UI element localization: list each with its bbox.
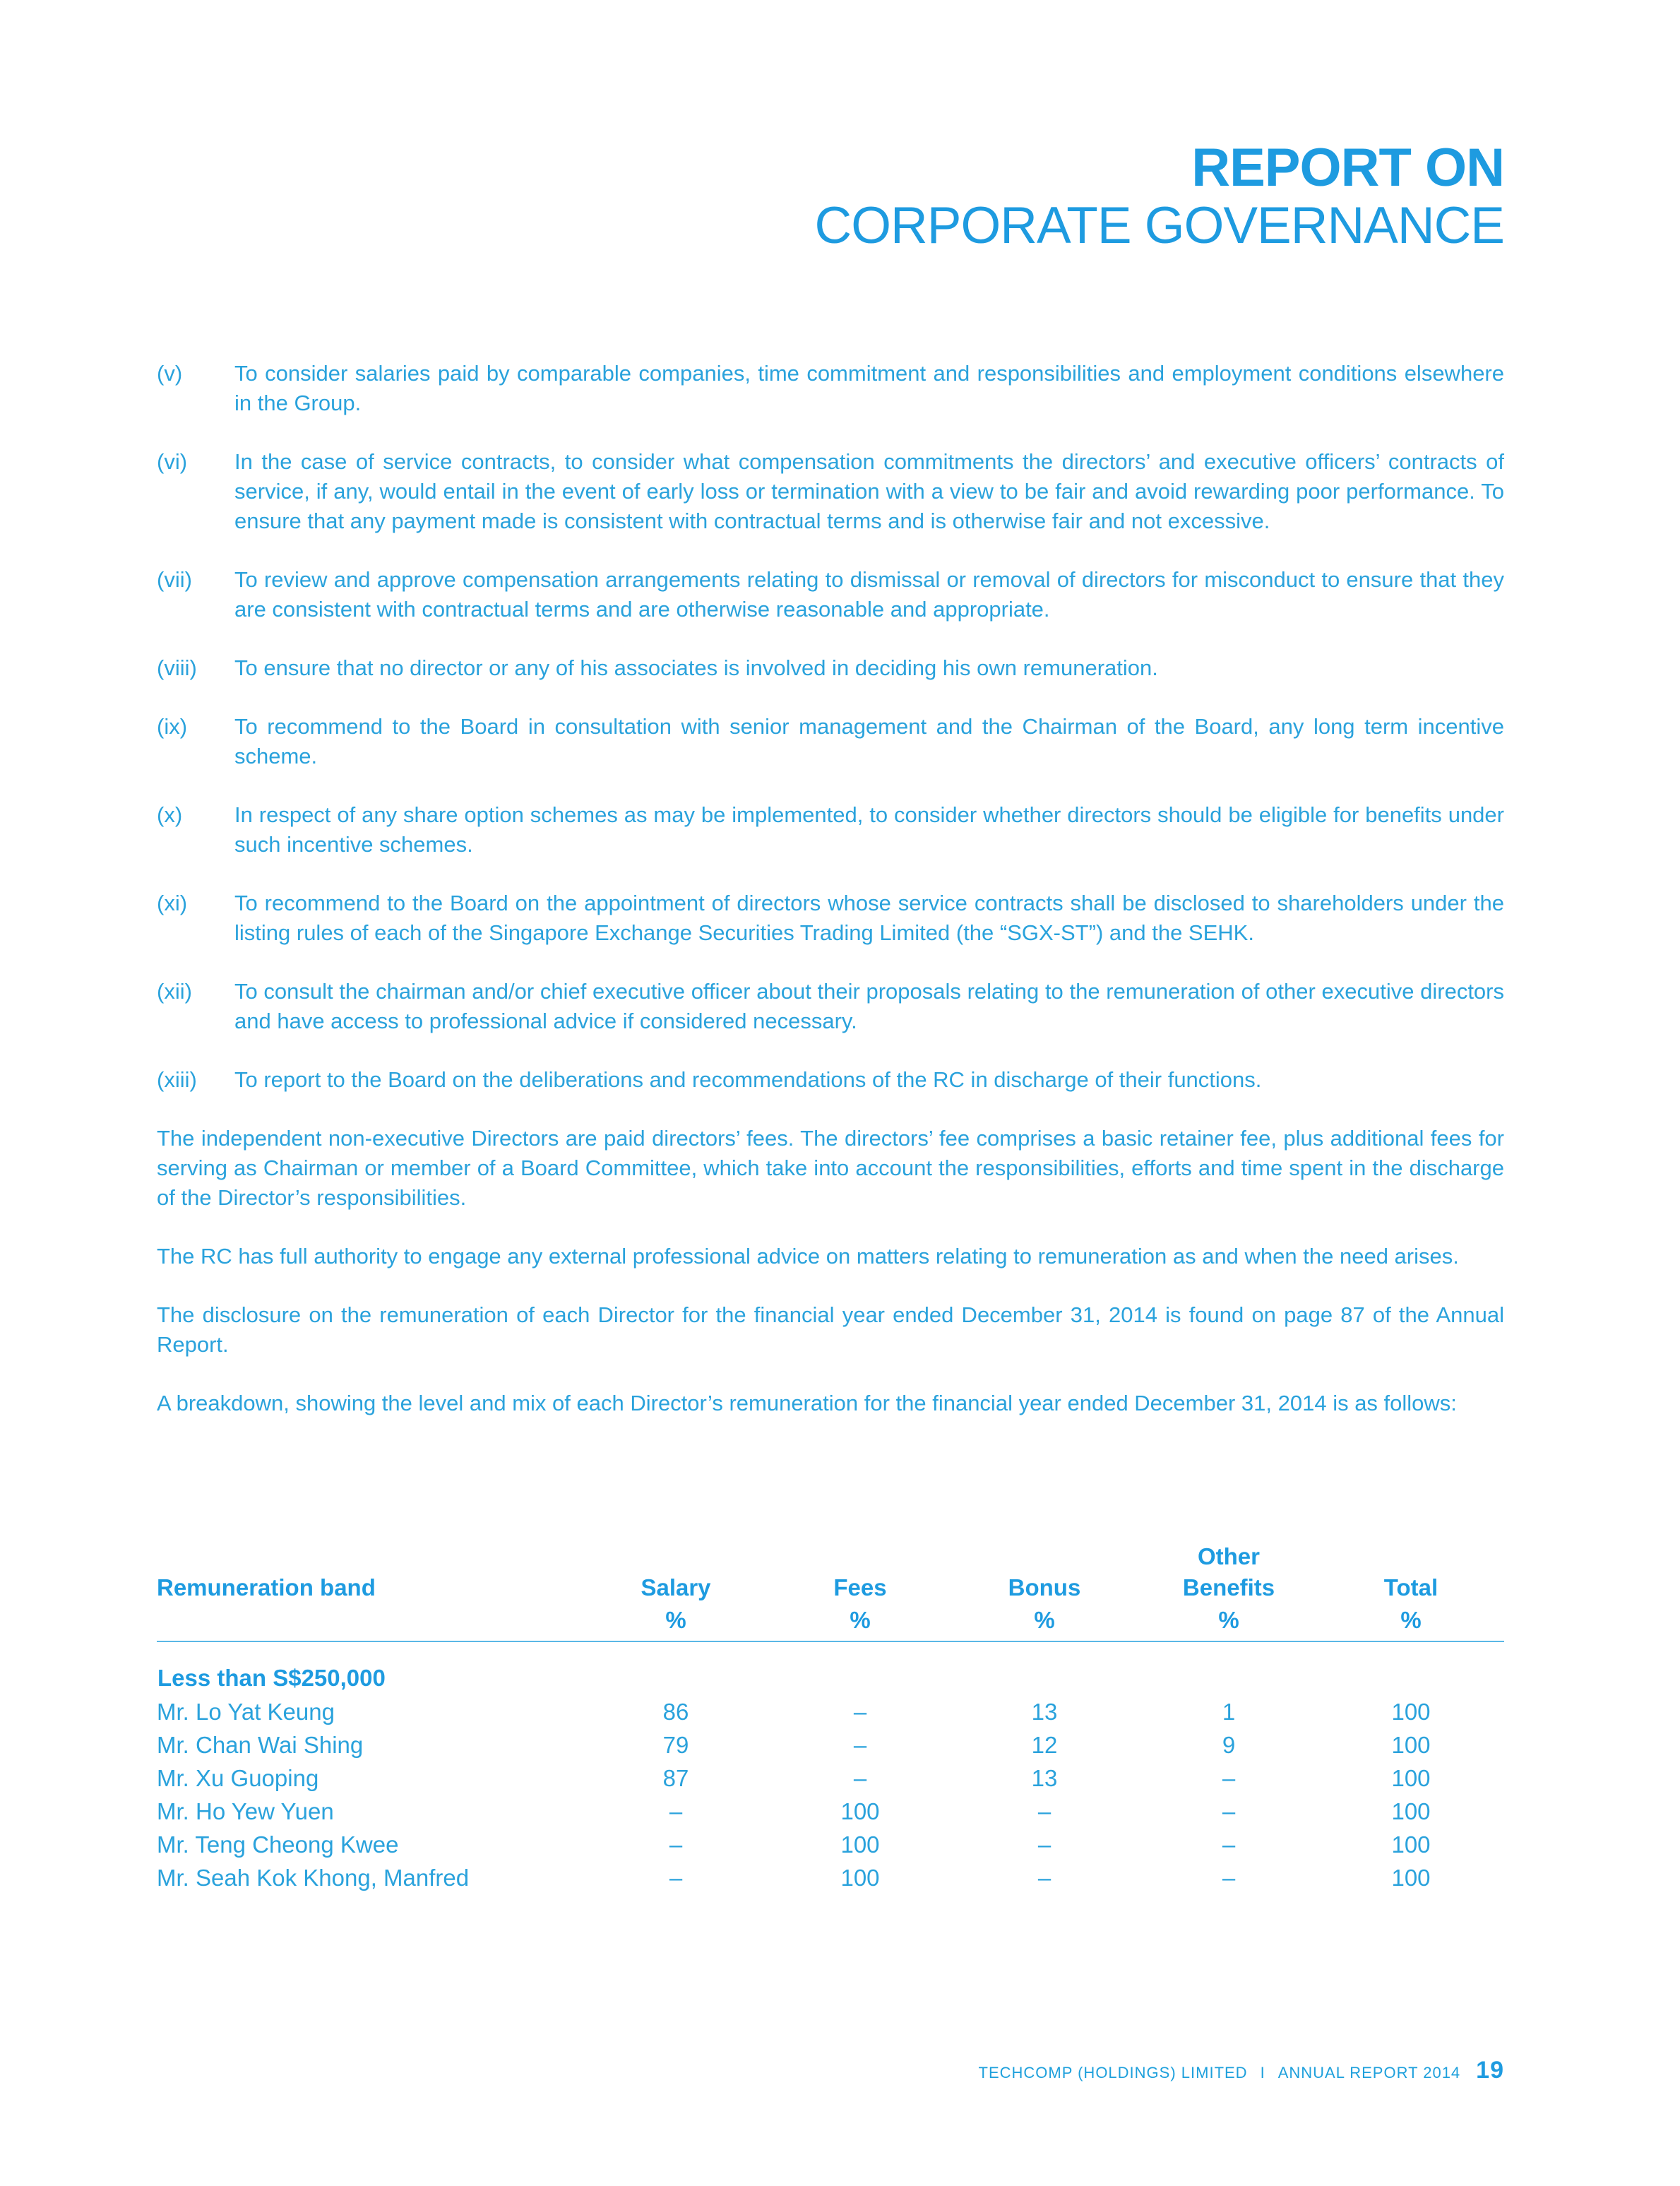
band-row <box>157 1641 1504 1695</box>
table-row <box>157 1695 1504 1728</box>
unit-other: % <box>1140 1603 1318 1641</box>
fees-value: 100 <box>840 1865 880 1891</box>
header-other-line1: Other <box>1197 1543 1260 1569</box>
paragraph-rc-authority: The RC has full authority to engage any external professional advice on matters relating to remuneration as and when the need arises. <box>157 1244 1459 1269</box>
other-value: – <box>1222 1798 1236 1824</box>
other-value: – <box>1222 1831 1236 1858</box>
list-item-number: (xi) <box>157 891 188 915</box>
director-name: Mr. Chan Wai Shing <box>157 1732 364 1758</box>
salary-value: – <box>669 1865 683 1891</box>
fees-value: 100 <box>840 1831 880 1858</box>
unit-salary: % <box>580 1603 771 1641</box>
table-row <box>157 1762 1504 1795</box>
other-value: – <box>1222 1865 1236 1891</box>
page-header <box>815 138 1504 254</box>
list-item-number: (xii) <box>157 979 192 1004</box>
bonus-value: – <box>1037 1831 1052 1858</box>
fees-value: – <box>853 1765 867 1791</box>
list-item-text: To report to the Board on the deliberations and recommendations of the RC in discharge of their functions. <box>234 1067 1262 1092</box>
list-item <box>157 712 1504 771</box>
unit-cell-empty <box>157 1603 580 1641</box>
header-total: Total <box>1383 1574 1438 1600</box>
body-content <box>157 359 1504 1447</box>
list-item-text: In respect of any share option schemes as may be implemented, to consider whether directors should be eligible for benefits under such incentive schemes. <box>234 802 1504 857</box>
unit-fees: % <box>771 1603 949 1641</box>
table-row <box>157 1828 1504 1861</box>
director-name: Mr. Seah Kok Khong, Manfred <box>157 1865 470 1891</box>
bonus-value: 13 <box>1031 1699 1058 1725</box>
bonus-value: – <box>1037 1798 1052 1824</box>
table-row <box>157 1795 1504 1828</box>
salary-value: – <box>669 1831 683 1858</box>
table-row <box>157 1861 1504 1894</box>
table-units-row <box>157 1603 1504 1641</box>
remuneration-table <box>157 1541 1504 1894</box>
list-item-text: To review and approve compensation arrangements relating to dismissal or removal of directors for misconduct to ensure that they are consistent with contractual terms and are otherwise reasonable and appropriate. <box>234 567 1504 622</box>
list-item <box>157 889 1504 948</box>
table-header-row <box>157 1541 1504 1603</box>
other-value: – <box>1222 1765 1236 1791</box>
band-label: Less than S$250,000 <box>157 1665 386 1691</box>
director-name: Mr. Ho Yew Yuen <box>157 1798 334 1824</box>
total-value: 100 <box>1391 1831 1431 1858</box>
paragraph-breakdown: A breakdown, showing the level and mix of each Director’s remuneration for the financial year ended December 31, 2014 is as follows: <box>157 1391 1457 1415</box>
total-value: 100 <box>1391 1732 1431 1758</box>
total-value: 100 <box>1391 1798 1431 1824</box>
list-item <box>157 1065 1504 1095</box>
list-item-text: To recommend to the Board in consultation with senior management and the Chairman of the Board, any long term incentive scheme. <box>234 714 1504 768</box>
page-number: 19 <box>1476 2057 1504 2084</box>
header-other-benefits <box>1140 1541 1318 1603</box>
list-item-number: (vi) <box>157 449 188 474</box>
list-item <box>157 359 1504 418</box>
list-item-number: (x) <box>157 802 183 827</box>
list-item-number: (viii) <box>157 655 197 680</box>
other-value: 9 <box>1222 1732 1236 1758</box>
director-name: Mr. Teng Cheong Kwee <box>157 1831 399 1858</box>
report-page <box>157 0 1504 2186</box>
list-item-number: (v) <box>157 361 183 386</box>
header-title-line1: REPORT ON <box>1191 138 1504 198</box>
salary-value: 86 <box>662 1699 689 1725</box>
page-footer <box>979 2057 1505 2084</box>
footer-separator: I <box>1260 2064 1265 2081</box>
list-item-text: In the case of service contracts, to consider what compensation commitments the directors’ and executive officers’ contracts of service, if any, would entail in the event of early loss or termination with a view to be fair and avoid rewarding poor performance. To ensure that any payment made is consistent with contractual terms and is otherwise fair and not excessive. <box>234 449 1504 533</box>
other-value: 1 <box>1222 1699 1236 1725</box>
list-item <box>157 800 1504 860</box>
list-item-number: (ix) <box>157 714 188 739</box>
header-remuneration-band: Remuneration band <box>157 1574 376 1600</box>
salary-value: 79 <box>662 1732 689 1758</box>
list-item <box>157 653 1504 683</box>
fees-value: 100 <box>840 1798 880 1824</box>
unit-bonus: % <box>949 1603 1140 1641</box>
list-item <box>157 565 1504 624</box>
list-item-text: To ensure that no director or any of his associates is involved in deciding his own remuneration. <box>234 655 1158 680</box>
list-item-text: To consider salaries paid by comparable companies, time commitment and responsibilities and employment conditions elsewhere in the Group. <box>234 361 1504 415</box>
unit-total: % <box>1318 1603 1504 1641</box>
header-salary: Salary <box>641 1574 711 1600</box>
total-value: 100 <box>1391 1765 1431 1791</box>
bonus-value: 13 <box>1031 1765 1058 1791</box>
header-fees: Fees <box>833 1574 887 1600</box>
director-name: Mr. Lo Yat Keung <box>157 1699 335 1725</box>
list-item <box>157 977 1504 1036</box>
total-value: 100 <box>1391 1699 1431 1725</box>
salary-value: – <box>669 1798 683 1824</box>
bonus-value: – <box>1037 1865 1052 1891</box>
paragraph-directors-fees: The independent non-executive Directors are paid directors’ fees. The directors’ fee comprises a basic retainer fee, plus additional fees for serving as Chairman or member of a Board Committee, which take into account the responsibilities, efforts and time spent in the discharge of the Director’s responsibilities. <box>157 1126 1504 1210</box>
fees-value: – <box>853 1732 867 1758</box>
header-bonus: Bonus <box>1008 1574 1081 1600</box>
header-title-line2: CORPORATE GOVERNANCE <box>814 197 1504 254</box>
director-name: Mr. Xu Guoping <box>157 1765 319 1791</box>
header-other-line2: Benefits <box>1182 1574 1275 1600</box>
table-row <box>157 1728 1504 1762</box>
total-value: 100 <box>1391 1865 1431 1891</box>
paragraph-disclosure: The disclosure on the remuneration of each Director for the financial year ended December 31, 2014 is found on page 87 of the Annual Report. <box>157 1302 1504 1357</box>
salary-value: 87 <box>662 1765 689 1791</box>
list-item-number: (xiii) <box>157 1067 197 1092</box>
footer-report-name: ANNUAL REPORT 2014 <box>1277 2064 1461 2081</box>
bonus-value: 12 <box>1031 1732 1058 1758</box>
list-item-number: (vii) <box>157 567 192 592</box>
footer-company: TECHCOMP (HOLDINGS) LIMITED <box>978 2064 1248 2081</box>
fees-value: – <box>853 1699 867 1725</box>
list-item-text: To recommend to the Board on the appointment of directors whose service contracts shall be disclosed to shareholders under the listing rules of each of the Singapore Exchange Securities Trading Limited (the “SGX-ST”) and the SEHK. <box>234 891 1504 945</box>
list-item <box>157 447 1504 536</box>
list-item-text: To consult the chairman and/or chief executive officer about their proposals relating to the remuneration of other executive directors and have access to professional advice if considered necessary. <box>234 979 1504 1033</box>
